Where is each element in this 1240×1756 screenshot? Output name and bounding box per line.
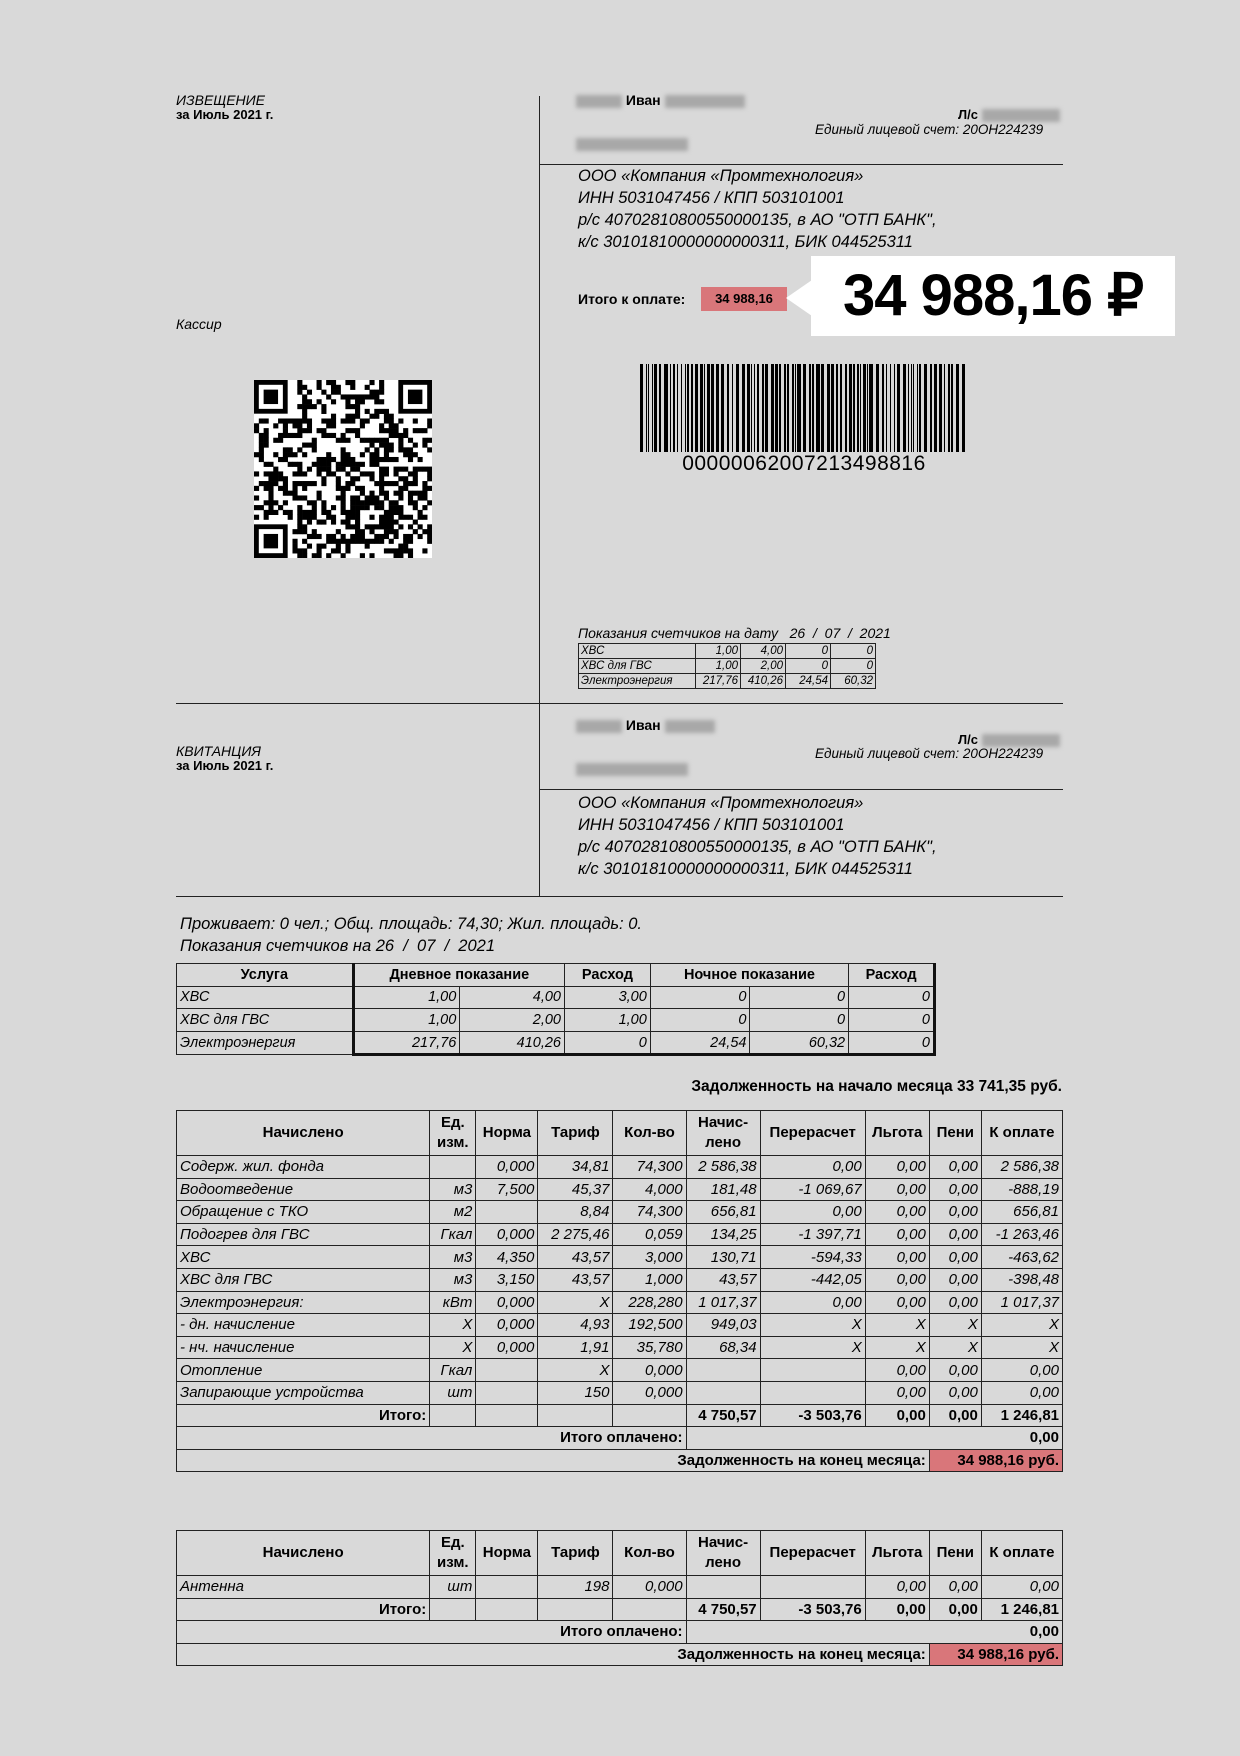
paid-label: Итого оплачено: bbox=[177, 1621, 687, 1644]
meter-value: 2,00 bbox=[460, 1009, 565, 1032]
charge-service: Водоотведение bbox=[177, 1178, 430, 1201]
receipt-period: за Июль 2021 г. bbox=[176, 758, 274, 773]
charge-service: ХВС bbox=[177, 1246, 430, 1269]
charge-value: 43,57 bbox=[686, 1268, 760, 1291]
charges-col-header: Тариф bbox=[538, 1531, 613, 1576]
charge-value: 68,34 bbox=[686, 1336, 760, 1359]
charge-value bbox=[686, 1576, 760, 1599]
small-meter-value: 1,00 bbox=[696, 644, 741, 659]
charge-value: 0,000 bbox=[476, 1314, 538, 1337]
col-consumption: Расход bbox=[565, 964, 651, 987]
col-consumption: Расход bbox=[849, 964, 935, 987]
charge-value: X bbox=[430, 1314, 476, 1337]
small-meter-value: 60,32 bbox=[831, 674, 876, 689]
charge-value: 0,00 bbox=[865, 1156, 929, 1179]
small-meter-value: 0 bbox=[786, 659, 831, 674]
charges-total-row bbox=[177, 1598, 1063, 1621]
charges-col-header: Льгота bbox=[865, 1531, 929, 1576]
charge-service: - дн. начисление bbox=[177, 1314, 430, 1337]
col-day-reading: Дневное показание bbox=[353, 964, 564, 987]
charge-value: 74,300 bbox=[613, 1156, 686, 1179]
charge-value bbox=[760, 1381, 865, 1404]
charge-value: 0,00 bbox=[929, 1246, 981, 1269]
charges-col-header: Тариф bbox=[538, 1111, 613, 1156]
charge-value: -463,62 bbox=[981, 1246, 1062, 1269]
charge-value bbox=[686, 1359, 760, 1382]
total-accrued: 4 750,57 bbox=[686, 1404, 760, 1427]
charge-value: Гкал bbox=[430, 1359, 476, 1382]
charge-value: 228,280 bbox=[613, 1291, 686, 1314]
charges-col-header: Пени bbox=[929, 1531, 981, 1576]
charge-value: 656,81 bbox=[981, 1201, 1062, 1224]
paid-value: 0,00 bbox=[686, 1621, 1062, 1644]
small-meter-value: 4,00 bbox=[741, 644, 786, 659]
meter-service: Электроэнергия bbox=[177, 1031, 354, 1055]
single-account: Единый лицевой счет: 20ОН224239 bbox=[815, 746, 1044, 761]
charge-service: - нч. начисление bbox=[177, 1336, 430, 1359]
charge-value: 656,81 bbox=[686, 1201, 760, 1224]
charge-value: 4,000 bbox=[613, 1178, 686, 1201]
charge-value bbox=[760, 1576, 865, 1599]
charge-value: шт bbox=[430, 1576, 476, 1599]
charge-value: 3,150 bbox=[476, 1268, 538, 1291]
charge-value bbox=[476, 1381, 538, 1404]
charge-row bbox=[177, 1576, 1063, 1599]
redacted-surname bbox=[576, 720, 622, 733]
charge-service: Обращение с ТКО bbox=[177, 1201, 430, 1224]
charge-value: 0,00 bbox=[865, 1223, 929, 1246]
charge-value: 0,00 bbox=[929, 1291, 981, 1314]
meter-date-small: Показания счетчиков на дату 26 / 07 / 2021 bbox=[578, 625, 891, 641]
meter-row bbox=[177, 986, 935, 1009]
charge-value: 192,500 bbox=[613, 1314, 686, 1337]
company-block bbox=[578, 792, 937, 880]
charge-value: 1 017,37 bbox=[686, 1291, 760, 1314]
charge-value: м3 bbox=[430, 1246, 476, 1269]
charge-value: 74,300 bbox=[613, 1201, 686, 1224]
charge-row bbox=[177, 1246, 1063, 1269]
charge-value: 0,000 bbox=[613, 1576, 686, 1599]
charge-value: 150 bbox=[538, 1381, 613, 1404]
charge-value: 949,03 bbox=[686, 1314, 760, 1337]
empty-cell bbox=[613, 1598, 686, 1621]
empty-cell bbox=[613, 1404, 686, 1427]
notice-title: ИЗВЕЩЕНИЕ bbox=[176, 92, 266, 108]
payer-address bbox=[576, 761, 688, 779]
charge-value: 0,00 bbox=[981, 1381, 1062, 1404]
charge-value: 1 017,37 bbox=[981, 1291, 1062, 1314]
cashier-label: Кассир bbox=[176, 316, 222, 332]
barcode-number: 0000006200721349881​6 bbox=[682, 452, 926, 475]
payer-first-name: Иван bbox=[625, 92, 661, 108]
total-to-pay: 1 246,81 bbox=[981, 1598, 1062, 1621]
charge-service: Отопление bbox=[177, 1359, 430, 1382]
charges-header-row bbox=[177, 1111, 1063, 1156]
charges-col-header: Ед. изм. bbox=[430, 1531, 476, 1576]
total-accrued: 4 750,57 bbox=[686, 1598, 760, 1621]
small-meter-service: ХВС для ГВС bbox=[579, 659, 696, 674]
charge-value: м3 bbox=[430, 1268, 476, 1291]
charge-row bbox=[177, 1201, 1063, 1224]
col-service: Услуга bbox=[177, 964, 354, 987]
empty-cell bbox=[538, 1598, 613, 1621]
charge-value bbox=[760, 1359, 865, 1382]
charge-value: 0,00 bbox=[929, 1178, 981, 1201]
charges-col-header: Начислено bbox=[177, 1111, 430, 1156]
debt-end-value: 34 988,16 руб. bbox=[929, 1449, 1062, 1472]
total-benefit: 0,00 bbox=[865, 1598, 929, 1621]
callout-pointer bbox=[786, 280, 812, 316]
total-amount-badge: 34 988,16 bbox=[701, 287, 787, 311]
charge-value: X bbox=[865, 1336, 929, 1359]
charge-value: 0,00 bbox=[929, 1201, 981, 1224]
redacted-patronymic bbox=[665, 720, 715, 733]
charge-value: X bbox=[981, 1336, 1062, 1359]
charges-col-header: Перерасчет bbox=[760, 1531, 865, 1576]
total-benefit: 0,00 bbox=[865, 1404, 929, 1427]
paid-row bbox=[177, 1427, 1063, 1450]
charge-value bbox=[430, 1156, 476, 1179]
company-account: р/с 40702810800550000135, в АО "ОТП БАНК", bbox=[578, 211, 937, 229]
charge-service: Электроэнергия: bbox=[177, 1291, 430, 1314]
charge-service: Подогрев для ГВС bbox=[177, 1223, 430, 1246]
paid-value: 0,00 bbox=[686, 1427, 1062, 1450]
ls-label-text: Л/с bbox=[958, 107, 978, 122]
small-meter-value: 410,26 bbox=[741, 674, 786, 689]
meter-value: 0 bbox=[650, 1009, 750, 1032]
charge-value: 34,81 bbox=[538, 1156, 613, 1179]
charges-col-header: Ед. изм. bbox=[430, 1111, 476, 1156]
small-meter-row bbox=[579, 659, 876, 674]
charge-value: -1 263,46 bbox=[981, 1223, 1062, 1246]
charge-value bbox=[686, 1381, 760, 1404]
charge-value: 4,350 bbox=[476, 1246, 538, 1269]
meter-value: 3,00 bbox=[565, 986, 651, 1009]
charge-value: 0,00 bbox=[865, 1246, 929, 1269]
meter-value: 4,00 bbox=[460, 986, 565, 1009]
redacted-surname bbox=[576, 95, 622, 108]
meter-value: 410,26 bbox=[460, 1031, 565, 1055]
charges-col-header: Льгота bbox=[865, 1111, 929, 1156]
charge-row bbox=[177, 1223, 1063, 1246]
receipt-title: КВИТАНЦИЯ bbox=[176, 743, 261, 759]
redacted-address bbox=[576, 763, 688, 776]
payer-address bbox=[576, 136, 688, 154]
meter-value: 0 bbox=[565, 1031, 651, 1055]
paid-row bbox=[177, 1621, 1063, 1644]
small-meter-value: 2,00 bbox=[741, 659, 786, 674]
empty-cell bbox=[476, 1404, 538, 1427]
charge-service: Антенна bbox=[177, 1576, 430, 1599]
charge-value: 198 bbox=[538, 1576, 613, 1599]
divider bbox=[539, 789, 1063, 790]
charge-value: 43,57 bbox=[538, 1268, 613, 1291]
vertical-divider bbox=[539, 96, 540, 896]
small-meter-value: 0 bbox=[831, 644, 876, 659]
charge-value: 43,57 bbox=[538, 1246, 613, 1269]
meter-value: 0 bbox=[750, 1009, 849, 1032]
total-label: Итого: bbox=[177, 1404, 430, 1427]
meter-value: 217,76 bbox=[353, 1031, 460, 1055]
charges-col-header: К оплате bbox=[981, 1111, 1062, 1156]
payer-name bbox=[576, 717, 715, 733]
meter-row bbox=[177, 1031, 935, 1055]
charge-value: 181,48 bbox=[686, 1178, 760, 1201]
charge-value: 0,00 bbox=[865, 1291, 929, 1314]
charge-service: Содерж. жил. фонда bbox=[177, 1156, 430, 1179]
charge-value: -1 397,71 bbox=[760, 1223, 865, 1246]
meter-value: 0 bbox=[849, 1031, 935, 1055]
company-name: ООО «Компания «Промтехнология» bbox=[578, 794, 864, 812]
charge-value: 0,000 bbox=[476, 1223, 538, 1246]
charge-value: 0,00 bbox=[929, 1223, 981, 1246]
charge-value: 2 586,38 bbox=[981, 1156, 1062, 1179]
charge-value: 3,000 bbox=[613, 1246, 686, 1269]
charge-service: Запирающие устройства bbox=[177, 1381, 430, 1404]
charge-value: 0,000 bbox=[476, 1156, 538, 1179]
living-info: Проживает: 0 чел.; Общ. площадь: 74,30; Жил. площадь: 0. bbox=[180, 915, 642, 933]
charge-value: м3 bbox=[430, 1178, 476, 1201]
charge-value: 0,059 bbox=[613, 1223, 686, 1246]
total-fines: 0,00 bbox=[929, 1598, 981, 1621]
charge-value: 0,00 bbox=[760, 1291, 865, 1314]
charge-value: 0,00 bbox=[865, 1178, 929, 1201]
charges-col-header: Норма bbox=[476, 1531, 538, 1576]
charge-value bbox=[476, 1359, 538, 1382]
charge-value: X bbox=[538, 1359, 613, 1382]
charges-col-header: Начис- лено bbox=[686, 1531, 760, 1576]
charge-value: 0,000 bbox=[476, 1336, 538, 1359]
company-account: р/с 40702810800550000135, в АО "ОТП БАНК", bbox=[578, 838, 937, 856]
divider bbox=[176, 896, 1063, 897]
col-night-reading: Ночное показание bbox=[650, 964, 848, 987]
charge-value: 0,00 bbox=[865, 1381, 929, 1404]
barcode bbox=[640, 364, 968, 452]
meter-service: ХВС для ГВС bbox=[177, 1009, 354, 1032]
small-meter-row bbox=[579, 674, 876, 689]
total-fines: 0,00 bbox=[929, 1404, 981, 1427]
charge-value: 0,00 bbox=[865, 1201, 929, 1224]
charge-value: -594,33 bbox=[760, 1246, 865, 1269]
ls-label bbox=[958, 107, 1060, 122]
meter-value: 60,32 bbox=[750, 1031, 849, 1055]
charge-value: м2 bbox=[430, 1201, 476, 1224]
total-recalc: -3 503,76 bbox=[760, 1404, 865, 1427]
charge-value: 0,00 bbox=[760, 1156, 865, 1179]
charge-value: 8,84 bbox=[538, 1201, 613, 1224]
charges-col-header: Начис- лено bbox=[686, 1111, 760, 1156]
company-inn: ИНН 5031047456 / КПП 503101001 bbox=[578, 189, 845, 207]
meter-value: 0 bbox=[750, 986, 849, 1009]
notice-period: за Июль 2021 г. bbox=[176, 107, 274, 122]
charge-value: кВт bbox=[430, 1291, 476, 1314]
charges-table-antenna bbox=[176, 1530, 1063, 1666]
charge-value: X bbox=[929, 1336, 981, 1359]
charge-value bbox=[476, 1201, 538, 1224]
charge-value: 130,71 bbox=[686, 1246, 760, 1269]
charge-value: 0,00 bbox=[929, 1156, 981, 1179]
meter-row bbox=[177, 1009, 935, 1032]
charge-value: 0,000 bbox=[613, 1381, 686, 1404]
charges-col-header: Кол-во bbox=[613, 1111, 686, 1156]
charge-value: 0,00 bbox=[865, 1268, 929, 1291]
charge-value: 0,00 bbox=[929, 1268, 981, 1291]
small-meter-value: 0 bbox=[831, 659, 876, 674]
charges-col-header: Кол-во bbox=[613, 1531, 686, 1576]
meter-date: Показания счетчиков на 26 / 07 / 2021 bbox=[180, 937, 496, 955]
charge-value: -888,19 bbox=[981, 1178, 1062, 1201]
charge-value: 45,37 bbox=[538, 1178, 613, 1201]
charge-row bbox=[177, 1336, 1063, 1359]
charges-col-header: Перерасчет bbox=[760, 1111, 865, 1156]
charge-value: 0,000 bbox=[476, 1291, 538, 1314]
small-meter-service: ХВС bbox=[579, 644, 696, 659]
meter-value: 1,00 bbox=[565, 1009, 651, 1032]
charge-value: 0,00 bbox=[929, 1381, 981, 1404]
charges-col-header: К оплате bbox=[981, 1531, 1062, 1576]
small-meter-value: 24,54 bbox=[786, 674, 831, 689]
empty-cell bbox=[538, 1404, 613, 1427]
charge-value: X bbox=[538, 1291, 613, 1314]
single-account: Единый лицевой счет: 20ОН224239 bbox=[815, 122, 1044, 137]
meter-value: 1,00 bbox=[353, 1009, 460, 1032]
charge-value: 0,00 bbox=[981, 1359, 1062, 1382]
small-meter-value: 217,76 bbox=[696, 674, 741, 689]
empty-cell bbox=[476, 1598, 538, 1621]
payer-first-name: Иван bbox=[625, 717, 661, 733]
charge-row bbox=[177, 1156, 1063, 1179]
charge-row bbox=[177, 1268, 1063, 1291]
charges-table bbox=[176, 1110, 1063, 1472]
empty-cell bbox=[430, 1598, 476, 1621]
small-meter-value: 1,00 bbox=[696, 659, 741, 674]
company-block bbox=[578, 165, 937, 253]
total-amount-callout: 34 988,16 ₽ bbox=[811, 256, 1175, 336]
charge-value: 1,000 bbox=[613, 1268, 686, 1291]
charge-value: X bbox=[981, 1314, 1062, 1337]
debt-end-label: Задолженность на конец месяца: bbox=[177, 1449, 930, 1472]
charge-row bbox=[177, 1314, 1063, 1337]
company-name: ООО «Компания «Промтехнология» bbox=[578, 167, 864, 185]
meter-value: 1,00 bbox=[353, 986, 460, 1009]
charge-value bbox=[476, 1576, 538, 1599]
charges-header-row bbox=[177, 1531, 1063, 1576]
meter-service: ХВС bbox=[177, 986, 354, 1009]
charge-value: -1 069,67 bbox=[760, 1178, 865, 1201]
total-label: Итого: bbox=[177, 1598, 430, 1621]
charge-value: 7,500 bbox=[476, 1178, 538, 1201]
charge-value: X bbox=[760, 1336, 865, 1359]
charge-value: 2 586,38 bbox=[686, 1156, 760, 1179]
small-meter-service: Электроэнергия bbox=[579, 674, 696, 689]
company-inn: ИНН 5031047456 / КПП 503101001 bbox=[578, 816, 845, 834]
meter-value: 0 bbox=[650, 986, 750, 1009]
charge-value: 0,00 bbox=[865, 1359, 929, 1382]
meter-value: 0 bbox=[849, 1009, 935, 1032]
debt-start: Задолженность на начало месяца 33 741,35 руб. bbox=[691, 1078, 1062, 1095]
small-meter-row bbox=[579, 644, 876, 659]
meter-value: 0 bbox=[849, 986, 935, 1009]
charge-value: 134,25 bbox=[686, 1223, 760, 1246]
redacted-patronymic bbox=[665, 95, 745, 108]
company-corr: к/с 30101810000000000311, БИК 044525311 bbox=[578, 860, 913, 878]
charges-col-header: Пени bbox=[929, 1111, 981, 1156]
charge-value: 0,000 bbox=[613, 1359, 686, 1382]
meters-table bbox=[176, 963, 936, 1056]
divider bbox=[176, 703, 1063, 704]
debt-end-row bbox=[177, 1643, 1063, 1666]
charge-row bbox=[177, 1291, 1063, 1314]
charge-value: -398,48 bbox=[981, 1268, 1062, 1291]
charge-value: -442,05 bbox=[760, 1268, 865, 1291]
debt-end-label: Задолженность на конец месяца: bbox=[177, 1643, 930, 1666]
ls-label bbox=[958, 732, 1060, 747]
empty-cell bbox=[430, 1404, 476, 1427]
total-to-pay: 1 246,81 bbox=[981, 1404, 1062, 1427]
charge-value: 4,93 bbox=[538, 1314, 613, 1337]
charge-value: Гкал bbox=[430, 1223, 476, 1246]
charge-value: 0,00 bbox=[981, 1576, 1062, 1599]
charge-value: X bbox=[929, 1314, 981, 1337]
charge-row bbox=[177, 1178, 1063, 1201]
company-corr: к/с 30101810000000000311, БИК 044525311 bbox=[578, 233, 913, 251]
meter-value: 24,54 bbox=[650, 1031, 750, 1055]
charge-value: 0,00 bbox=[760, 1201, 865, 1224]
charge-row bbox=[177, 1359, 1063, 1382]
charge-value: X bbox=[430, 1336, 476, 1359]
charge-row bbox=[177, 1381, 1063, 1404]
charges-total-row bbox=[177, 1404, 1063, 1427]
paid-label: Итого оплачено: bbox=[177, 1427, 687, 1450]
small-meter-value: 0 bbox=[786, 644, 831, 659]
charge-value: шт bbox=[430, 1381, 476, 1404]
charge-value: 1,91 bbox=[538, 1336, 613, 1359]
payer-name bbox=[576, 92, 745, 108]
total-recalc: -3 503,76 bbox=[760, 1598, 865, 1621]
redacted-address bbox=[576, 138, 688, 151]
charge-service: ХВС для ГВС bbox=[177, 1268, 430, 1291]
debt-end-row bbox=[177, 1449, 1063, 1472]
debt-end-value: 34 988,16 руб. bbox=[929, 1643, 1062, 1666]
redacted-ls bbox=[982, 109, 1060, 122]
total-label: Итого к оплате: bbox=[578, 291, 686, 307]
charge-value: 2 275,46 bbox=[538, 1223, 613, 1246]
charge-value: X bbox=[760, 1314, 865, 1337]
charge-value: 0,00 bbox=[865, 1576, 929, 1599]
ls-label-text: Л/с bbox=[958, 732, 978, 747]
charge-value: 35,780 bbox=[613, 1336, 686, 1359]
charge-value: 0,00 bbox=[929, 1576, 981, 1599]
small-meter-table bbox=[578, 643, 876, 689]
charges-col-header: Норма bbox=[476, 1111, 538, 1156]
charge-value: X bbox=[865, 1314, 929, 1337]
charges-col-header: Начислено bbox=[177, 1531, 430, 1576]
charge-value: 0,00 bbox=[929, 1359, 981, 1382]
qr-code bbox=[254, 380, 432, 558]
